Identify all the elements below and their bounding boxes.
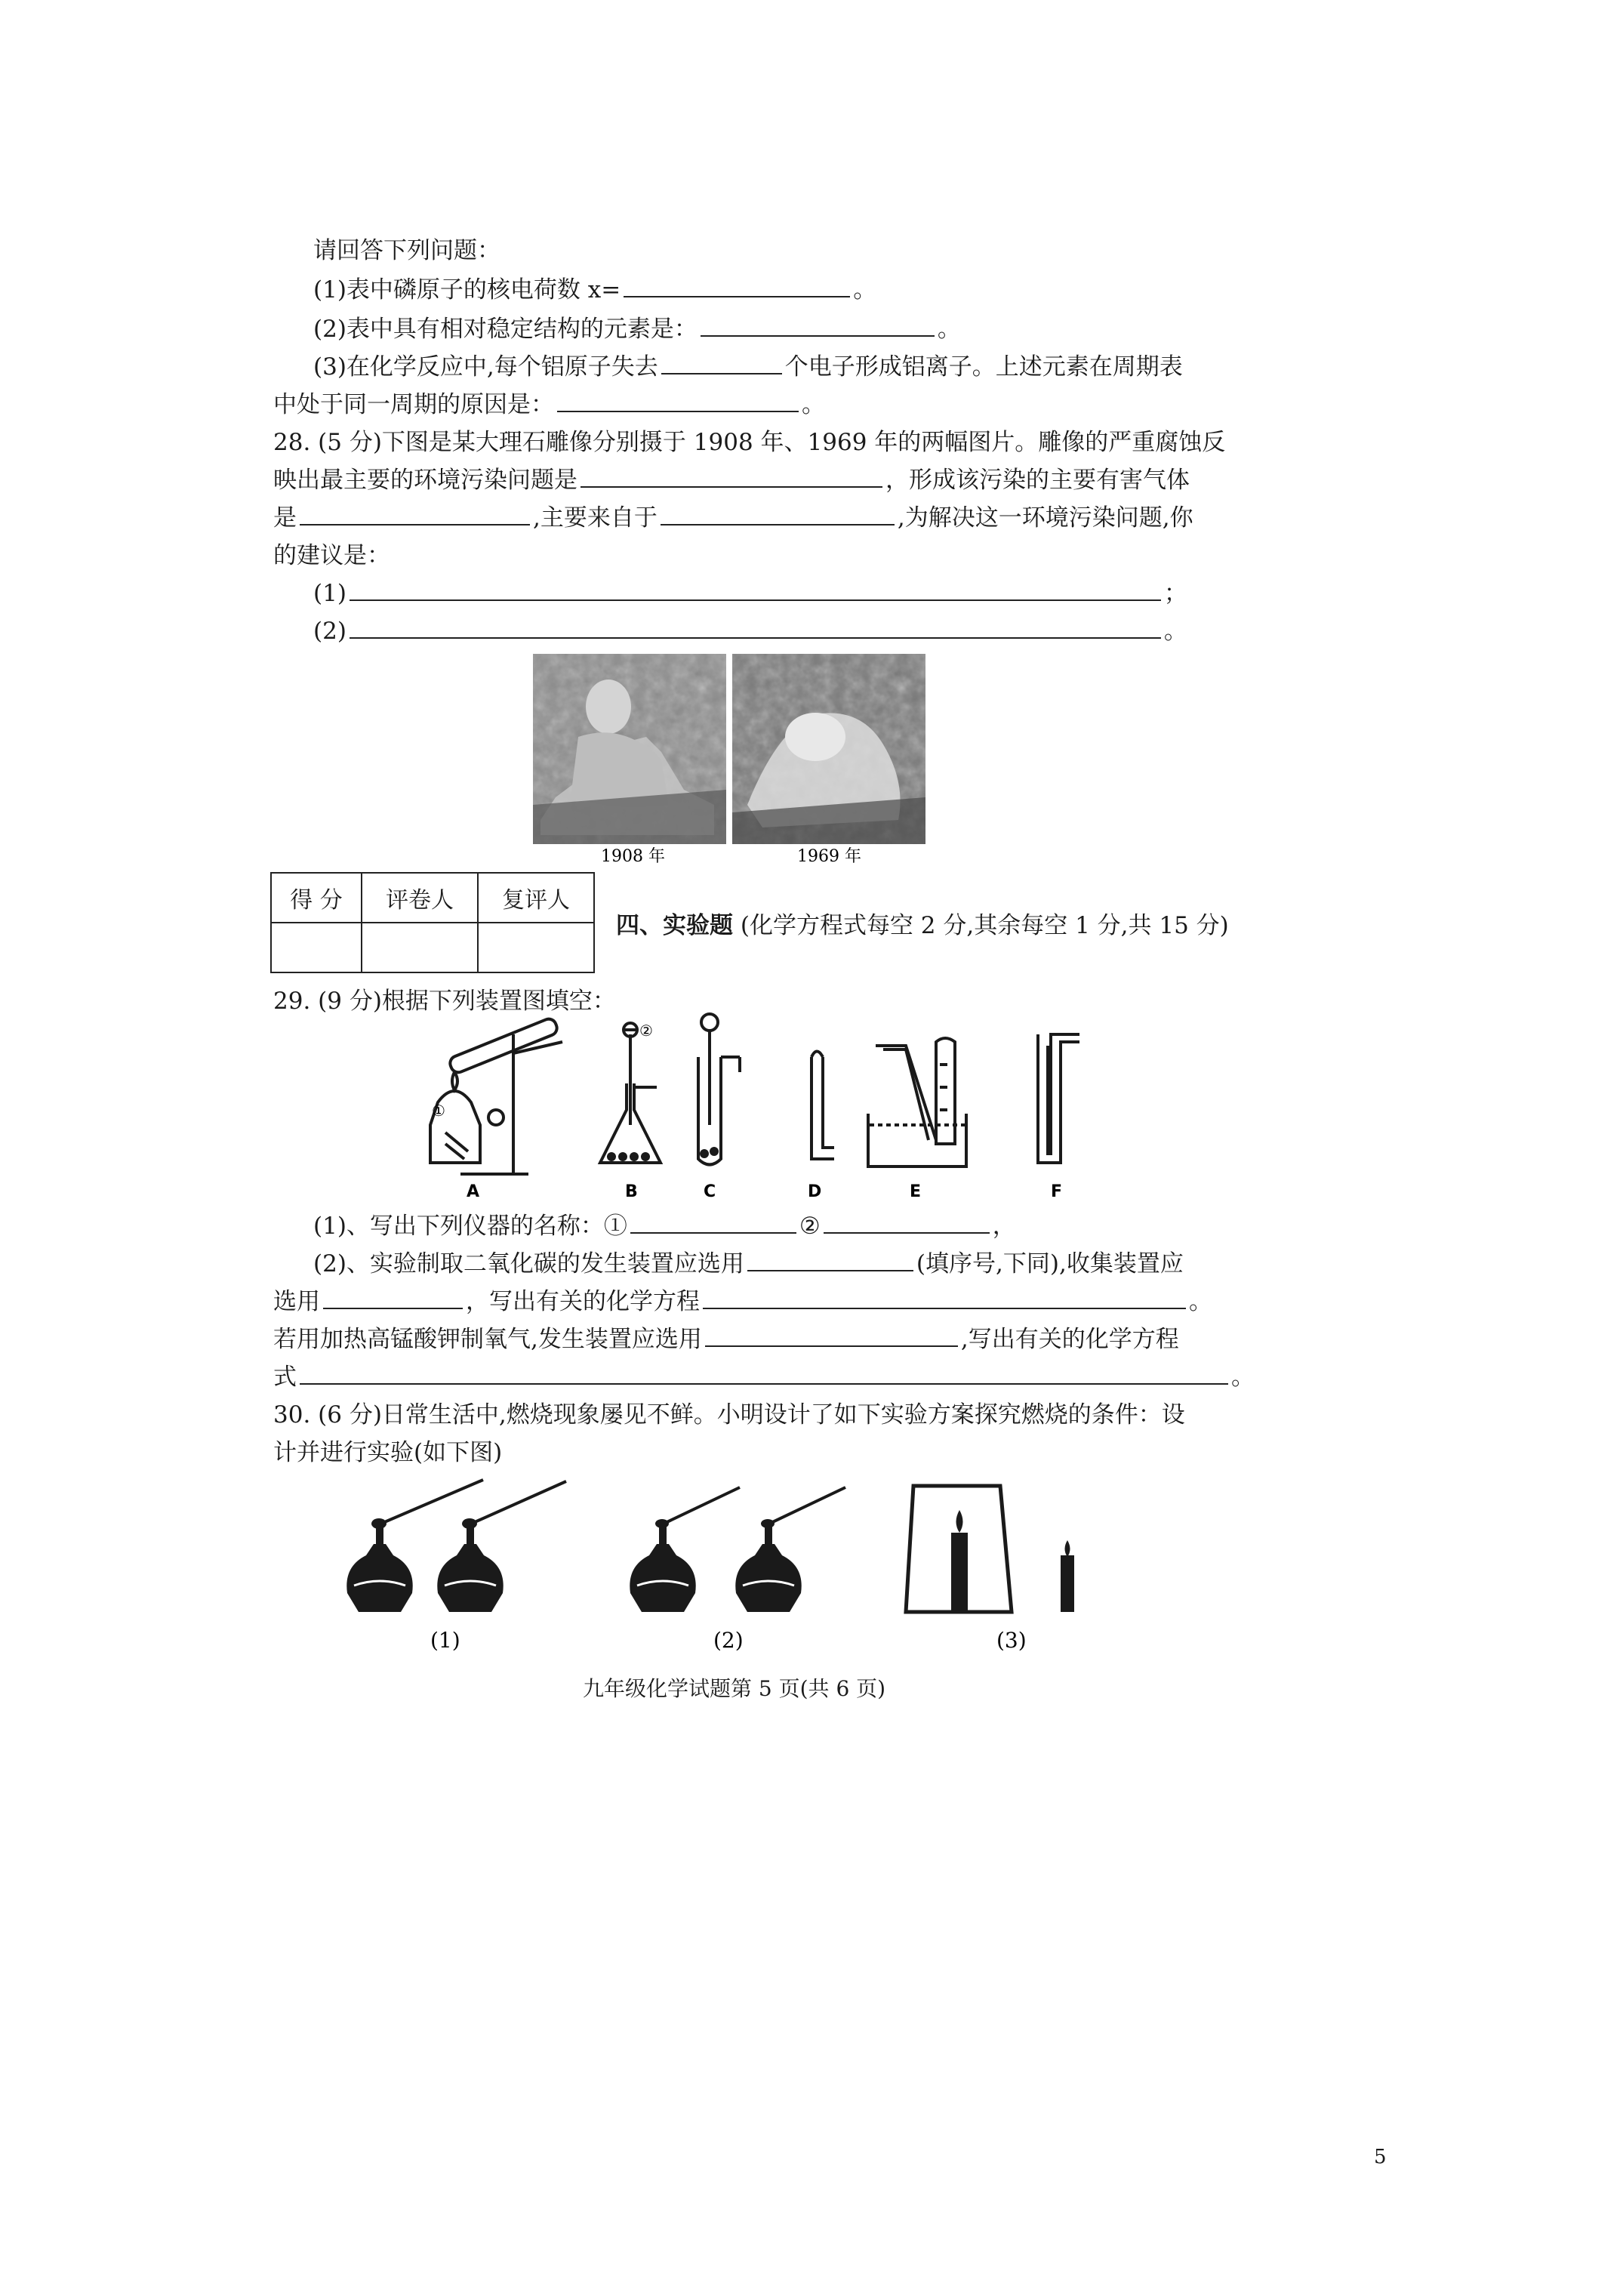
combustion-group-1	[346, 1480, 566, 1612]
apparatus-b	[600, 1023, 661, 1163]
statue-photos	[533, 654, 925, 865]
section-4-heading	[616, 911, 1229, 941]
apparatus-label-c: C	[704, 1182, 716, 1200]
apparatus-label-b: B	[625, 1182, 638, 1200]
q30-text: 30. (6 分)日常生活中,燃烧现象屡见不鲜。小明设计了如下实验方案探究燃烧的条件：设	[273, 1401, 1185, 1428]
apparatus-label-d: D	[808, 1182, 822, 1200]
combustion-group-2	[630, 1487, 845, 1612]
q28-line4: 的建议是：	[273, 542, 390, 569]
q27-part2: (2)表中具有相对稳定结构的元素是： 。	[313, 316, 961, 343]
apparatus-diagram	[415, 1012, 1079, 1200]
apparatus-d	[812, 1052, 834, 1160]
score-table	[270, 872, 595, 973]
q29-part3-cont: 式 。	[273, 1364, 1255, 1391]
answer-blank[interactable]	[300, 503, 530, 525]
answer-blank[interactable]	[703, 1287, 1186, 1309]
combustion-label-2: (2)	[713, 1628, 744, 1653]
answer-blank[interactable]	[350, 616, 1161, 639]
q29-part1: (1)、写出下列仪器的名称：① ② ，	[313, 1213, 1016, 1240]
grader-cell[interactable]	[362, 923, 478, 972]
answer-blank[interactable]	[323, 1287, 463, 1309]
mark-1-label: ①	[432, 1102, 445, 1120]
combustion-label-3: (3)	[996, 1628, 1027, 1653]
grader-header: 评卷人	[362, 873, 478, 923]
q29-part2-cont: 选用 ，写出有关的化学方程 。	[273, 1288, 1212, 1315]
combustion-group-3	[906, 1486, 1074, 1612]
section-4-note: (化学方程式每空 2 分,其余每空 1 分,共 15 分)	[740, 912, 1229, 939]
q29-text: 29. (9 分)根据下列装置图填空：	[273, 988, 616, 1015]
q28-text: 28. (5 分)下图是某大理石雕像分别摄于 1908 年、1969 年的两幅图片。雕像的严重腐蚀反	[273, 429, 1226, 456]
score-cell[interactable]	[271, 923, 362, 972]
photo-caption-1969: 1969 年	[797, 847, 861, 865]
answer-blank[interactable]	[630, 1211, 796, 1234]
q28-line2: 映出最主要的环境污染问题是 ，形成该污染的主要有害气体	[273, 467, 1190, 494]
answer-blank[interactable]	[747, 1249, 913, 1271]
page-footer: 九年级化学试题第 5 页(共 6 页)	[583, 1676, 886, 1701]
question-intro: 请回答下列问题：	[313, 237, 500, 264]
section-4-title: 四、实验题	[616, 912, 733, 939]
score-header: 得 分	[271, 873, 362, 923]
answer-blank[interactable]	[661, 503, 895, 525]
photo-caption-1908: 1908 年	[601, 847, 665, 865]
q29-part2: (2)、实验制取二氧化碳的发生装置应选用 (填序号,下同),收集装置应	[313, 1250, 1184, 1277]
q28-suggestion-1: (1) ；	[313, 580, 1187, 607]
q30-text-cont: 计并进行实验(如下图)	[273, 1439, 503, 1466]
reviewer-header: 复评人	[478, 873, 594, 923]
q27-part3: (3)在化学反应中,每个铝原子失去 个电子形成铝离子。上述元素在周期表	[313, 353, 1183, 381]
mark-2-label: ②	[639, 1022, 653, 1040]
combustion-diagram	[332, 1472, 1117, 1653]
q28-line3: 是 ,主要来自于 ,为解决这一环境污染问题,你	[273, 504, 1193, 532]
answer-blank[interactable]	[350, 578, 1161, 601]
page-number: 5	[1374, 2146, 1387, 2168]
q27-part1: (1)表中磷原子的核电荷数 x= 。	[313, 276, 877, 304]
apparatus-label-e: E	[910, 1182, 922, 1200]
answer-blank[interactable]	[661, 352, 782, 374]
answer-blank[interactable]	[824, 1211, 990, 1234]
answer-blank[interactable]	[557, 390, 799, 412]
apparatus-label-a: A	[467, 1182, 480, 1200]
reviewer-cell[interactable]	[478, 923, 594, 972]
apparatus-f	[1038, 1034, 1079, 1163]
q27-part3-cont: 中处于同一周期的原因是： 。	[273, 391, 825, 418]
apparatus-e	[868, 1038, 966, 1166]
answer-blank[interactable]	[701, 314, 935, 337]
answer-blank[interactable]	[705, 1324, 958, 1347]
answer-blank[interactable]	[300, 1362, 1228, 1385]
combustion-label-1: (1)	[430, 1628, 460, 1653]
answer-blank[interactable]	[581, 465, 882, 488]
photo-1969	[732, 654, 925, 844]
q29-part3: 若用加热高锰酸钾制氧气,发生装置应选用 ,写出有关的化学方程	[273, 1326, 1179, 1353]
answer-blank[interactable]	[624, 275, 850, 297]
apparatus-a	[430, 1017, 562, 1174]
apparatus-label-f: F	[1051, 1182, 1063, 1200]
q28-suggestion-2: (2) 。	[313, 618, 1187, 645]
photo-1908	[533, 654, 726, 844]
apparatus-c	[698, 1014, 740, 1165]
